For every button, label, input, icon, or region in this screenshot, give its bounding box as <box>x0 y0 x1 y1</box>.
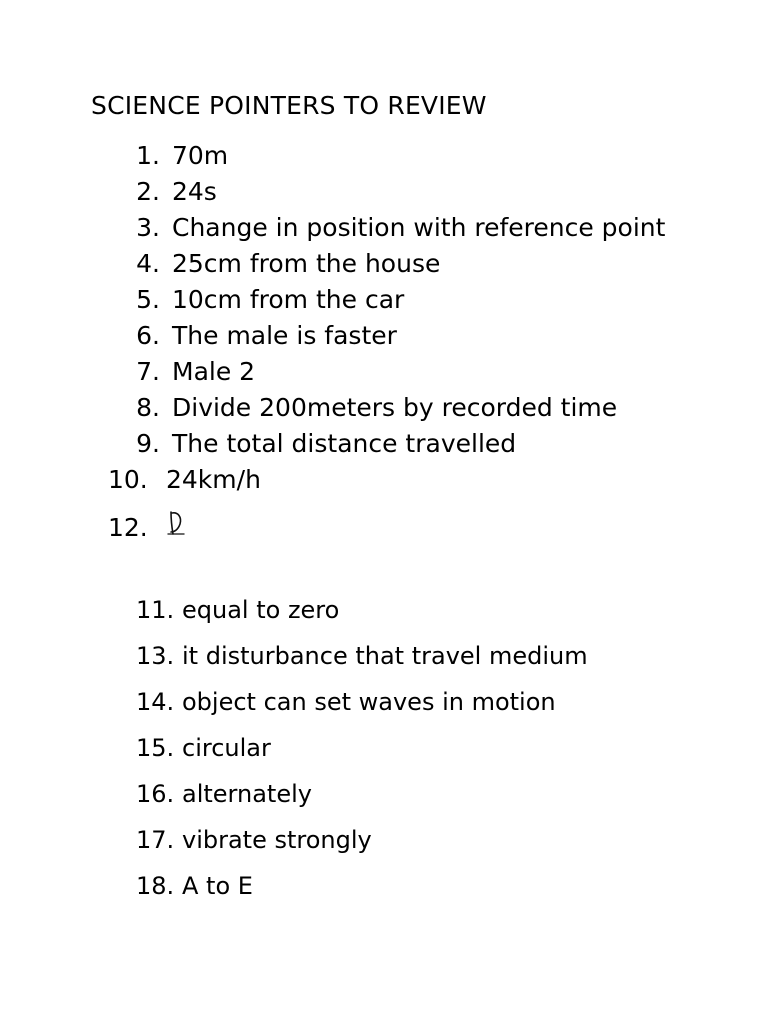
list-item <box>136 679 736 725</box>
list-item-number: 15. <box>136 734 175 762</box>
list-item-text: 70m <box>172 141 229 170</box>
list-item-number: 17. <box>136 826 175 854</box>
list-item-text: A to E <box>182 872 253 900</box>
list-item <box>104 426 724 462</box>
list-item <box>104 210 724 246</box>
list-item-number: 16. <box>136 780 175 808</box>
list-item <box>136 863 736 909</box>
list-item <box>104 246 724 282</box>
page-title: SCIENCE POINTERS TO REVIEW <box>91 91 487 120</box>
list-item-number: 14. <box>136 688 175 716</box>
list-item <box>136 771 736 817</box>
list-item-number: 11. <box>136 596 175 624</box>
list-item <box>136 725 736 771</box>
list-item-number: 7. <box>136 357 160 386</box>
list-item-text: 24s <box>172 177 217 206</box>
list-item <box>136 633 736 679</box>
list-item-text: equal to zero <box>182 596 340 624</box>
list-item-number: 5. <box>136 285 160 314</box>
list-item <box>104 390 724 426</box>
list-item-text: 24km/h <box>166 465 261 494</box>
list-item-number: 18. <box>136 872 175 900</box>
list-item-text: 10cm from the car <box>172 285 405 314</box>
list-item-text: The total distance travelled <box>172 429 517 458</box>
list-item-number: 6. <box>136 321 160 350</box>
list-item <box>104 282 724 318</box>
list-item <box>136 817 736 863</box>
list-item <box>136 587 736 633</box>
list-item-text: The male is faster <box>172 321 397 350</box>
list-item <box>104 354 724 390</box>
list-item <box>104 174 724 210</box>
list-item-number: 2. <box>136 177 160 206</box>
list-item-text: Divide 200meters by recorded time <box>172 393 618 422</box>
list-item-text: it disturbance that travel medium <box>182 642 588 670</box>
list-item-number: 13. <box>136 642 175 670</box>
numbered-list-primary <box>104 138 724 546</box>
list-item-text: object can set waves in motion <box>182 688 556 716</box>
list-item-number: 3. <box>136 213 160 242</box>
list-item-number: 8. <box>136 393 160 422</box>
list-item-number: 9. <box>136 429 160 458</box>
list-item <box>104 318 724 354</box>
list-item-number: 4. <box>136 249 160 278</box>
list-item-text: Change in position with reference point <box>172 213 666 242</box>
list-item <box>104 138 724 174</box>
numbered-list-secondary <box>136 587 736 909</box>
list-item-text: alternately <box>182 780 312 808</box>
handwritten-list-item <box>104 510 724 546</box>
list-item-text: vibrate strongly <box>182 826 372 854</box>
handwritten-scribble-mark <box>166 510 196 540</box>
list-item-text: circular <box>182 734 271 762</box>
list-item-text: 25cm from the house <box>172 249 441 278</box>
list-item-number: 12. <box>108 513 148 542</box>
list-item <box>104 462 724 498</box>
list-item-text: Male 2 <box>172 357 256 386</box>
list-item-number: 1. <box>136 141 160 170</box>
list-item-number: 10. <box>108 465 148 494</box>
